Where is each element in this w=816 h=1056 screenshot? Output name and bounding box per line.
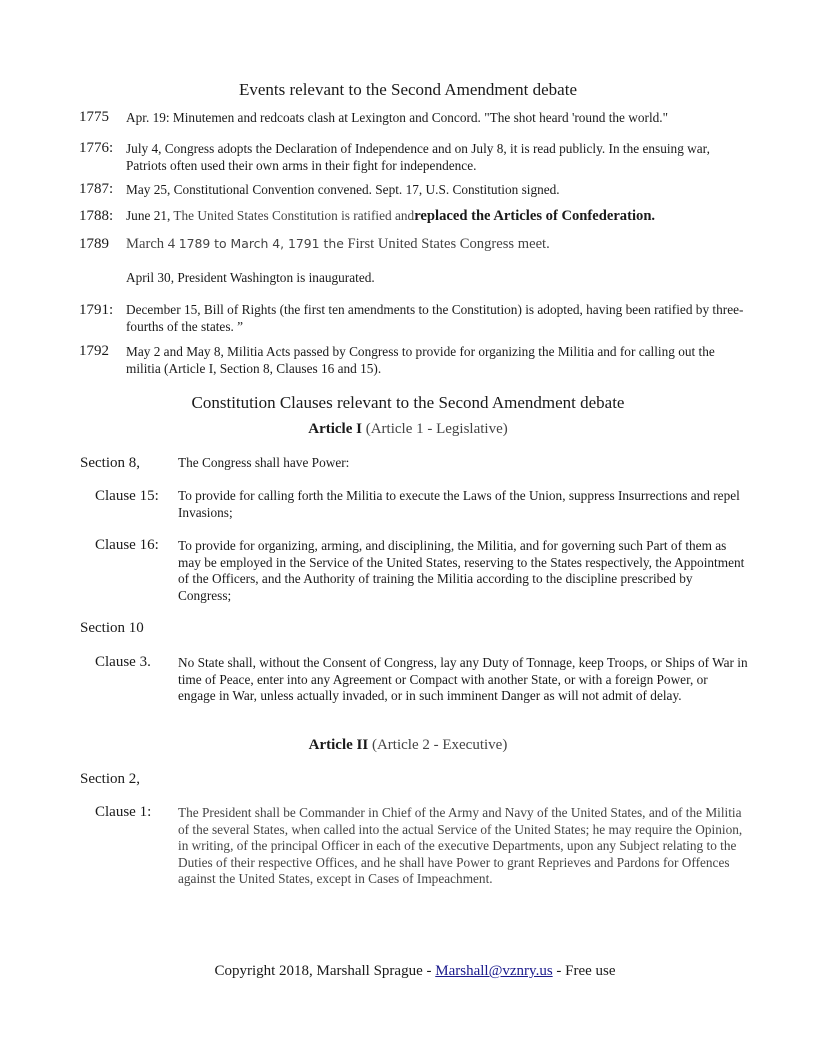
copyright-text: Copyright 2018, Marshall Sprague - xyxy=(214,963,436,979)
event-date: March 4 xyxy=(126,236,179,252)
footer xyxy=(0,963,816,980)
clause-label: Clause 16: xyxy=(95,537,159,553)
event-year: 1789 xyxy=(79,236,109,252)
event-year: 1787: xyxy=(79,181,114,197)
clause-label: Clause 15: xyxy=(95,488,159,504)
clause-text: To provide for organizing, arming, and disciplining, the Militia, and for governing such Part of them as may be employed in the Service of the United States, reserving to the States respectively, the Appointment of the Officers, and the Authority of training the Militia according to the discipline prescribed by Congress; xyxy=(178,538,745,603)
section-label: Section 10 xyxy=(80,620,144,636)
event-year: 1791: xyxy=(79,302,114,318)
event-text: April 30, President Washington is inaugurated. xyxy=(126,270,375,285)
event-text: July 4, Congress adopts the Declaration of Independence and on July 8, it is read publicly. In the ensuing war, Patriots often used their own arms in their fight for independence. xyxy=(126,141,710,173)
email-link[interactable]: Marshall@vznry.us xyxy=(435,963,553,979)
event-text: December 15, Bill of Rights (the first ten amendments to the Constitution) is adopted, having been ratified by three-fourths of the states. ” xyxy=(126,302,744,334)
section-label: Section 2, xyxy=(80,771,140,787)
event-range: 1789 to March 4, 1791 the xyxy=(178,236,344,251)
article-subtitle: (Article 2 - Executive) xyxy=(368,737,508,753)
article-label: Article II xyxy=(308,737,369,753)
event-text: May 25, Constitutional Convention convened. Sept. 17, U.S. Constitution signed. xyxy=(126,182,560,197)
article-label: Article I xyxy=(308,421,362,437)
event-year: 1775 xyxy=(79,109,109,125)
clause-label: Clause 3. xyxy=(95,654,151,670)
clause-label: Clause 1: xyxy=(95,804,152,820)
event-text: May 2 and May 8, Militia Acts passed by Congress to provide for organizing the Militia and for calling out the militia (Article I, Section 8, Clauses 16 and 15). xyxy=(126,344,715,376)
event-text xyxy=(126,208,766,225)
article-subtitle: (Article 1 - Legislative) xyxy=(361,421,508,437)
event-date: June 21, xyxy=(126,208,171,223)
section-text: The Congress shall have Power: xyxy=(178,455,350,470)
license-text: - Free use xyxy=(552,963,616,979)
event-detail: First United States Congress meet. xyxy=(343,236,550,252)
clauses-title: Constitution Clauses relevant to the Second Amendment debate xyxy=(191,393,625,412)
event-detail: The United States Constitution is ratified and xyxy=(170,208,415,223)
clause-text: The President shall be Commander in Chief of the Army and Navy of the United States, and of the Militia of the several States, when called into the actual Service of the United States; he may require the Opinion, in writing, of the principal Officer in each of the executive Departments, upon any Subject relating to the Duties of their respective Offices, and he shall have Power to grant Reprieves and Pardons for Offences against the United States, except in Cases of Impeachment. xyxy=(178,805,743,886)
clause-text: No State shall, without the Consent of Congress, lay any Duty of Tonnage, keep Troops, or Ships of War in time of Peace, enter into any Agreement or Compact with another State, or with a foreign Power, or engage in War, unless actually invaded, or in such imminent Danger as will not admit of delay. xyxy=(178,655,748,703)
event-highlight: replaced the Articles of Confederation. xyxy=(414,208,656,224)
event-text: Apr. 19: Minutemen and redcoats clash at Lexington and Concord. "The shot heard 'round the world." xyxy=(126,110,669,125)
event-year: 1792 xyxy=(79,343,109,359)
event-year: 1776: xyxy=(79,140,114,156)
article-heading xyxy=(0,421,816,438)
events-title: Events relevant to the Second Amendment debate xyxy=(238,80,577,99)
event-year: 1788: xyxy=(79,208,114,224)
article-heading xyxy=(0,737,816,754)
section-label: Section 8, xyxy=(80,455,140,471)
clause-text: To provide for calling forth the Militia to execute the Laws of the Union, suppress Insurrections and repel Invasions; xyxy=(178,488,740,520)
event-text xyxy=(126,236,746,253)
